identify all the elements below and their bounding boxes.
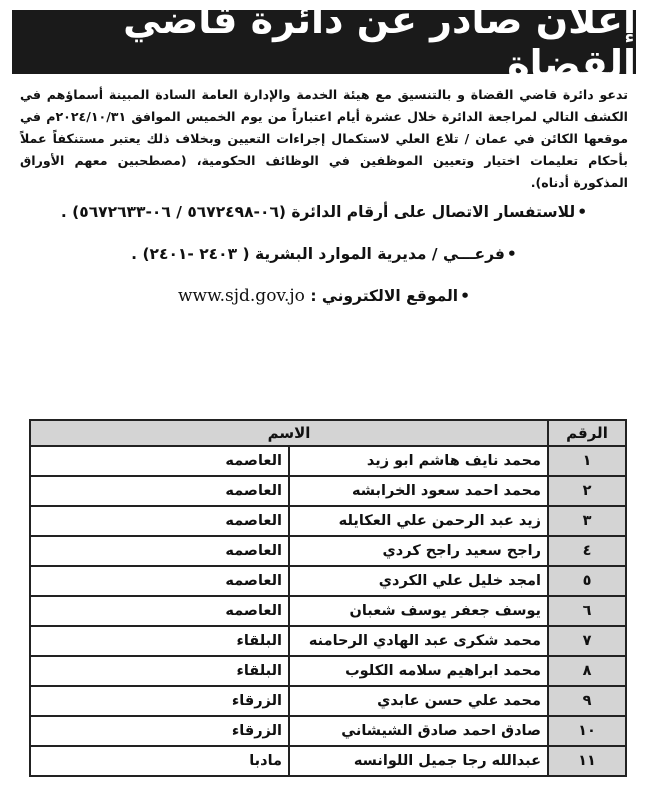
table-row bbox=[30, 446, 626, 476]
row-city: العاصمه bbox=[30, 446, 289, 476]
row-city: العاصمه bbox=[30, 536, 289, 566]
row-city: العاصمه bbox=[30, 596, 289, 626]
row-city: الزرقاء bbox=[30, 686, 289, 716]
row-city: البلقاء bbox=[30, 656, 289, 686]
table-row bbox=[30, 536, 626, 566]
bullet-icon: • bbox=[506, 245, 517, 263]
branch-text: فرعـــي / مديرية الموارد البشرية ( ٢٤٠٣ -٢٤٠١) . bbox=[131, 245, 505, 263]
bullet-icon: • bbox=[577, 203, 588, 221]
row-name: راجح سعيد راجح كردي bbox=[289, 536, 548, 566]
row-name: زيد عبد الرحمن علي العكايله bbox=[289, 506, 548, 536]
phones-text: للاستفسار الاتصال على أرقام الدائرة (٠٦-٥٦٧٢٤٩٨ / ٠٦-٥٦٧٢٦٣٣) . bbox=[60, 203, 576, 221]
table-row bbox=[30, 476, 626, 506]
row-number: ٤ bbox=[548, 536, 626, 566]
row-name: محمد ابراهيم سلامه الكلوب bbox=[289, 656, 548, 686]
row-city: العاصمه bbox=[30, 566, 289, 596]
row-name: محمد احمد سعود الخرابشه bbox=[289, 476, 548, 506]
row-number: ٣ bbox=[548, 506, 626, 536]
row-number: ٨ bbox=[548, 656, 626, 686]
row-city: العاصمه bbox=[30, 476, 289, 506]
row-name: محمد علي حسن عابدي bbox=[289, 686, 548, 716]
row-name: عبدالله رجا جميل اللوانسه bbox=[289, 746, 548, 776]
bullet-icon: • bbox=[460, 287, 471, 305]
table-row bbox=[30, 626, 626, 656]
row-city: البلقاء bbox=[30, 626, 289, 656]
website-link[interactable]: www.sjd.gov.jo bbox=[177, 286, 305, 306]
row-city: الزرقاء bbox=[30, 716, 289, 746]
row-number: ١١ bbox=[548, 746, 626, 776]
row-number: ٢ bbox=[548, 476, 626, 506]
row-name: يوسف جعفر يوسف شعبان bbox=[289, 596, 548, 626]
contact-phones bbox=[12, 202, 636, 222]
row-number: ٦ bbox=[548, 596, 626, 626]
row-number: ١٠ bbox=[548, 716, 626, 746]
table-row bbox=[30, 506, 626, 536]
employees-table bbox=[29, 419, 627, 777]
table-row bbox=[30, 596, 626, 626]
header-number: الرقم bbox=[548, 420, 626, 446]
row-name: صادق احمد صادق الشيشاني bbox=[289, 716, 548, 746]
table-header-row bbox=[30, 420, 626, 446]
row-city: مادبا bbox=[30, 746, 289, 776]
contact-branch bbox=[12, 244, 636, 264]
row-number: ١ bbox=[548, 446, 626, 476]
header-name: الاسم bbox=[30, 420, 548, 446]
row-city: العاصمه bbox=[30, 506, 289, 536]
table-row bbox=[30, 716, 626, 746]
announcement-title: إعلان صادر عن دائرة قاضي القضاة bbox=[12, 10, 636, 74]
row-name: محمد نايف هاشم ابو زيد bbox=[289, 446, 548, 476]
website-label: الموقع الالكتروني : bbox=[310, 287, 459, 305]
table-row bbox=[30, 656, 626, 686]
row-name: امجد خليل علي الكردي bbox=[289, 566, 548, 596]
table-row bbox=[30, 686, 626, 716]
row-number: ٩ bbox=[548, 686, 626, 716]
table-row bbox=[30, 746, 626, 776]
intro-paragraph: تدعو دائرة قاضي القضاة و بالتنسيق مع هيئة الخدمة والإدارة العامة السادة المبينة أسماؤهم في الكشف التالي لمراجعة الدائرة خلال عشرة أيام اعتباراً من يوم الخميس الموافق ٢٠٢٤/١٠/٣١م في موقعها الكائن في عمان / تلاع العلي لاستكمال إجراءات التعيين وبخلاف ذلك يعتبر مستنكفاً عملاً بأحكام تعليمات اختيار وتعيين الموظفين في الوظائف الحكومية، (مصطحبين معهم الأوراق المذكورة أدناه). bbox=[20, 87, 628, 190]
row-name: محمد شكرى عبد الهادي الرحامنه bbox=[289, 626, 548, 656]
row-number: ٥ bbox=[548, 566, 626, 596]
contact-website bbox=[12, 286, 636, 306]
row-number: ٧ bbox=[548, 626, 626, 656]
table-row bbox=[30, 566, 626, 596]
